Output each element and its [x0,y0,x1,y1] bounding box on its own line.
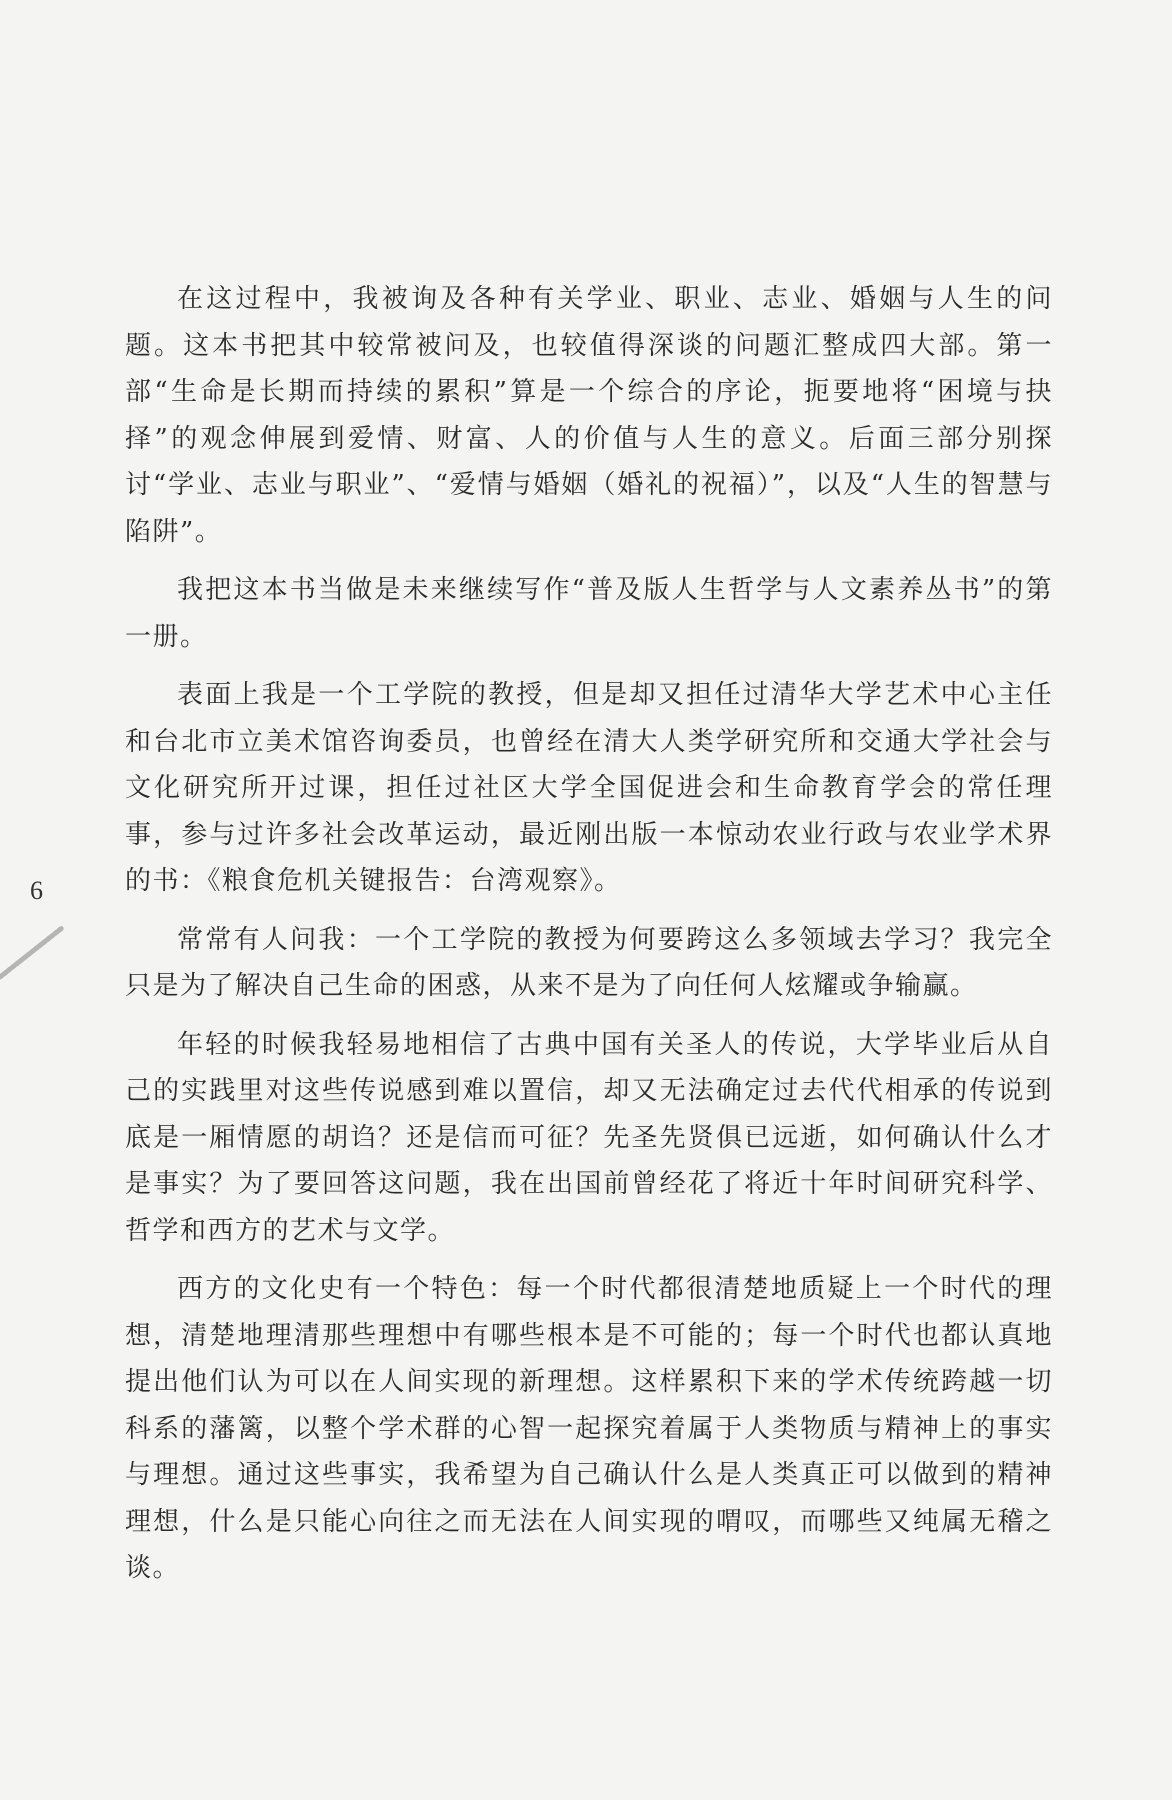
paragraph: 表面上我是一个工学院的教授，但是却又担任过清华大学艺术中心主任和台北市立美术馆咨询委员，也曾经在清大人类学研究所和交通大学社会与文化研究所开过课，担任过社区大学全国促进会和生命教育学会的常任理事，参与过许多社会改革运动，最近刚出版一本惊动农业行政与农业学术界的书：《粮食危机关键报告：台湾观察》。 [125,680,1053,896]
page-number: 6 [30,876,43,905]
paragraph: 常常有人问我：一个工学院的教授为何要跨这么多领域去学习？我完全只是为了解决自己生命的困惑，从来不是为了向任何人炫耀或争输赢。 [125,924,1053,1001]
paragraph: 年轻的时候我轻易地相信了古典中国有关圣人的传说，大学毕业后从自己的实践里对这些传说感到难以置信，却又无法确定过去代代相承的传说到底是一厢情愿的胡诌？还是信而可征？先圣先贤俱已远逝，如何确认什么才是事实？为了要回答这问题，我在出国前曾经花了将近十年时间研究科学、哲学和西方的艺术与文学。 [125,1029,1053,1246]
paragraph: 在这过程中，我被询及各种有关学业、职业、志业、婚姻与人生的问题。这本书把其中较常被问及，也较值得深谈的问题汇整成四大部。第一部“生命是长期而持续的累积”算是一个综合的序论，扼要地将“困境与抉择”的观念伸展到爱情、财富、人的价值与人生的意义。后面三部分别探讨“学业、志业与职业”、“爱情与婚姻（婚礼的祝福）”，以及“人生的智慧与陷阱”。 [125,284,1053,547]
paragraph: 西方的文化史有一个特色：每一个时代都很清楚地质疑上一个时代的理想，清楚地理清那些理想中有哪些根本是不可能的；每一个时代也都认真地提出他们认为可以在人间实现的新理想。这样累积下来的学术传统跨越一切科系的藩篱，以整个学术群的心智一起探究着属于人类物质与精神上的事实与理想。通过这些事实，我希望为自己确认什么是人类真正可以做到的精神理想，什么是只能心向往之而无法在人间实现的喟叹，而哪些又纯属无稽之谈。 [125,1274,1053,1583]
body-text [125,276,1053,1604]
paragraph: 我把这本书当做是未来继续写作“普及版人生哲学与人文素养丛书”的第一册。 [125,575,1053,652]
page-edge-shadow [0,922,70,982]
